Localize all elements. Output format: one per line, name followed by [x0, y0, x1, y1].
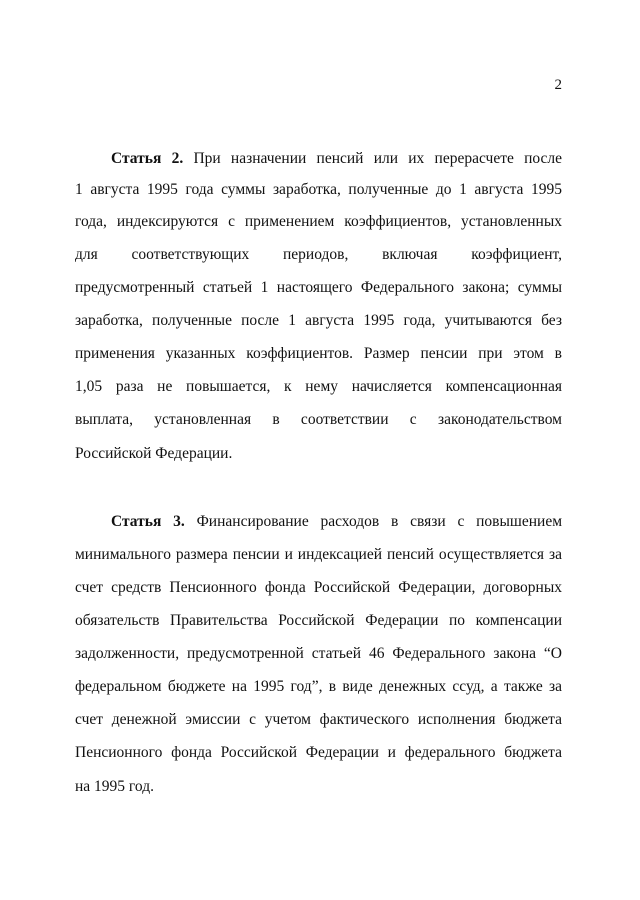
article3-heading: Статья 3. — [111, 513, 185, 530]
article2-line-6: применения указанных коэффициентов. Размер пенсии при этом в — [75, 345, 562, 362]
article2-line-4: предусмотренный статьей 1 настоящего Федерального закона; суммы — [75, 279, 562, 296]
article3-line-1: минимального размера пенсии и индексацией пенсий осуществляется за — [75, 546, 562, 563]
article2-line-2: года, индексируются с применением коэффициентов, установленных — [75, 213, 562, 230]
article2-first-line — [111, 149, 562, 169]
article3-line-8: на 1995 год. — [75, 778, 154, 795]
article2-line-8: выплата, установленная в соответствии с законодательством — [75, 411, 562, 428]
article3-line-4: задолженности, предусмотренной статьей 46 Федерального закона “О — [75, 645, 562, 662]
article3-line-2: счет средств Пенсионного фонда Российской Федерации, договорных — [75, 579, 562, 596]
article2-line-0: При назначении пенсий или их перерасчете после — [193, 150, 563, 167]
article3-first-line — [111, 512, 562, 532]
article3-line-5: федеральном бюджете на 1995 год”, в виде денежных ссуд, а также за — [75, 678, 562, 695]
article2-line-9: Российской Федерации. — [75, 445, 233, 462]
article3-line-0: Финансирование расходов в связи с повышением — [196, 513, 563, 530]
article2-line-3: для соответствующих периодов, включая коэффициент, — [75, 246, 562, 263]
article3-line-3: обязательств Правительства Российской Федерации по компенсации — [75, 612, 562, 629]
article2-line-7: 1,05 раза не повышается, к нему начисляется компенсационная — [75, 378, 562, 395]
article2-line-1: 1 августа 1995 года суммы заработка, полученные до 1 августа 1995 — [75, 181, 562, 198]
article2-line-5: заработка, полученные после 1 августа 1995 года, учитываются без — [75, 312, 562, 329]
article2-heading: Статья 2. — [111, 150, 184, 167]
article3-line-6: счет денежной эмиссии с учетом фактического исполнения бюджета — [75, 711, 562, 728]
page-number: 2 — [554, 77, 562, 93]
article3-line-7: Пенсионного фонда Российской Федерации и федерального бюджета — [75, 744, 562, 761]
